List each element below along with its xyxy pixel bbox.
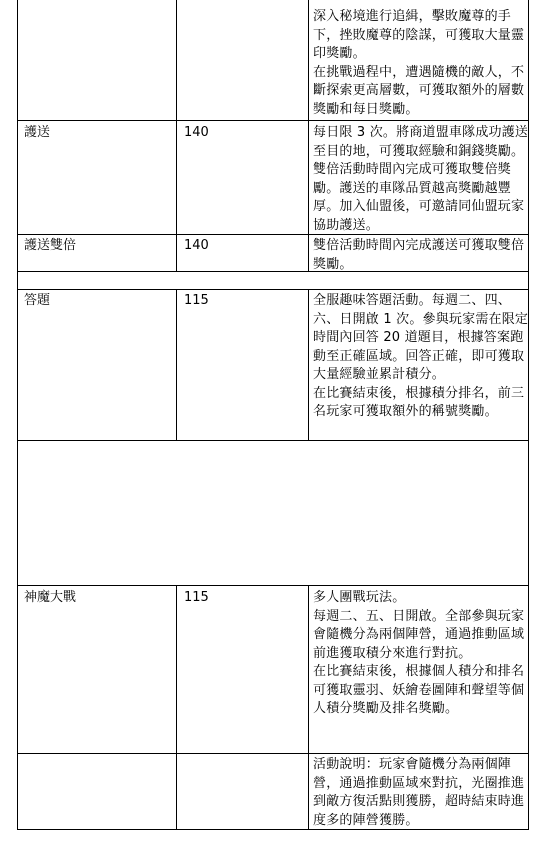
description-paragraph: 在比賽結束後，根據個人積分和排名可獲取靈羽、妖繪卷圖陣和聲望等個人積分獎勵及排名獎勵。 — [313, 664, 525, 716]
row-border — [17, 753, 529, 754]
description-paragraph: 多人團戰玩法。 — [313, 590, 406, 605]
activity-level: 115 — [184, 590, 209, 605]
activity-name: 答題 — [24, 293, 51, 308]
column-border — [176, 0, 177, 272]
column-border — [308, 585, 309, 830]
activity-description — [313, 124, 529, 235]
column-border — [308, 289, 309, 441]
activity-level: 115 — [184, 293, 209, 308]
column-border — [176, 289, 177, 441]
activity-name: 護送雙倍 — [24, 238, 77, 253]
row-border — [17, 289, 529, 290]
activity-name: 神魔大戰 — [24, 590, 77, 605]
description-paragraph: 雙倍活動時間內完成護送可獲取雙倍獎勵。 — [313, 238, 525, 272]
row-border — [17, 585, 529, 586]
activity-description — [313, 756, 529, 830]
activity-description — [313, 237, 529, 274]
description-paragraph: 在挑戰過程中，遭遇隨機的敵人，不斷探索更高層數，可獲取額外的層數獎勵和每日獎勵。 — [313, 64, 525, 117]
description-paragraph: 在比賽結束後，根據積分排名，前三名玩家可獲取額外的稱號獎勵。 — [313, 385, 525, 419]
description-paragraph: 活動說明：玩家會隨機分為兩個陣營，通過推動區域來對抗，光圈推進到敵方復活點則獲勝，超時結束時進度多的陣營獲勝。 — [313, 757, 525, 828]
activity-description — [313, 292, 529, 422]
row-border — [17, 440, 529, 441]
row-border — [17, 120, 529, 121]
activity-name: 護送 — [24, 125, 51, 140]
description-paragraph: 每週二、五、日開啟。全部參與玩家會隨機分為兩個陣營，通過推動區域前進獲取積分來進行對抗。 — [313, 608, 525, 661]
description-paragraph: 深入秘境進行追緝，擊敗魔尊的手下，挫敗魔尊的陰謀，可獲取大量靈印獎勵。 — [313, 9, 525, 61]
description-paragraph: 全服趣味答題活動。每週二、四、六、日開啟 1 次。參與玩家需在限定時間內回答 20 道題目，根據答案跑動至正確區域。回答正確，即可獲取大量經驗並累計積分。 — [313, 293, 529, 382]
table-border-left — [17, 0, 18, 830]
activity-description — [313, 8, 529, 119]
column-border — [308, 0, 309, 272]
activity-description — [313, 589, 529, 719]
column-border — [176, 585, 177, 830]
activity-level: 140 — [184, 125, 209, 140]
description-paragraph: 每日限 3 次。將商道盟車隊成功護送至目的地，可獲取經驗和銅錢獎勵。雙倍活動時間內完成可獲取雙倍獎勵。護送的車隊品質越高獎勵越豐厚。加入仙盟後，可邀請同仙盟玩家協助護送。 — [313, 125, 529, 233]
activity-level: 140 — [184, 238, 209, 253]
